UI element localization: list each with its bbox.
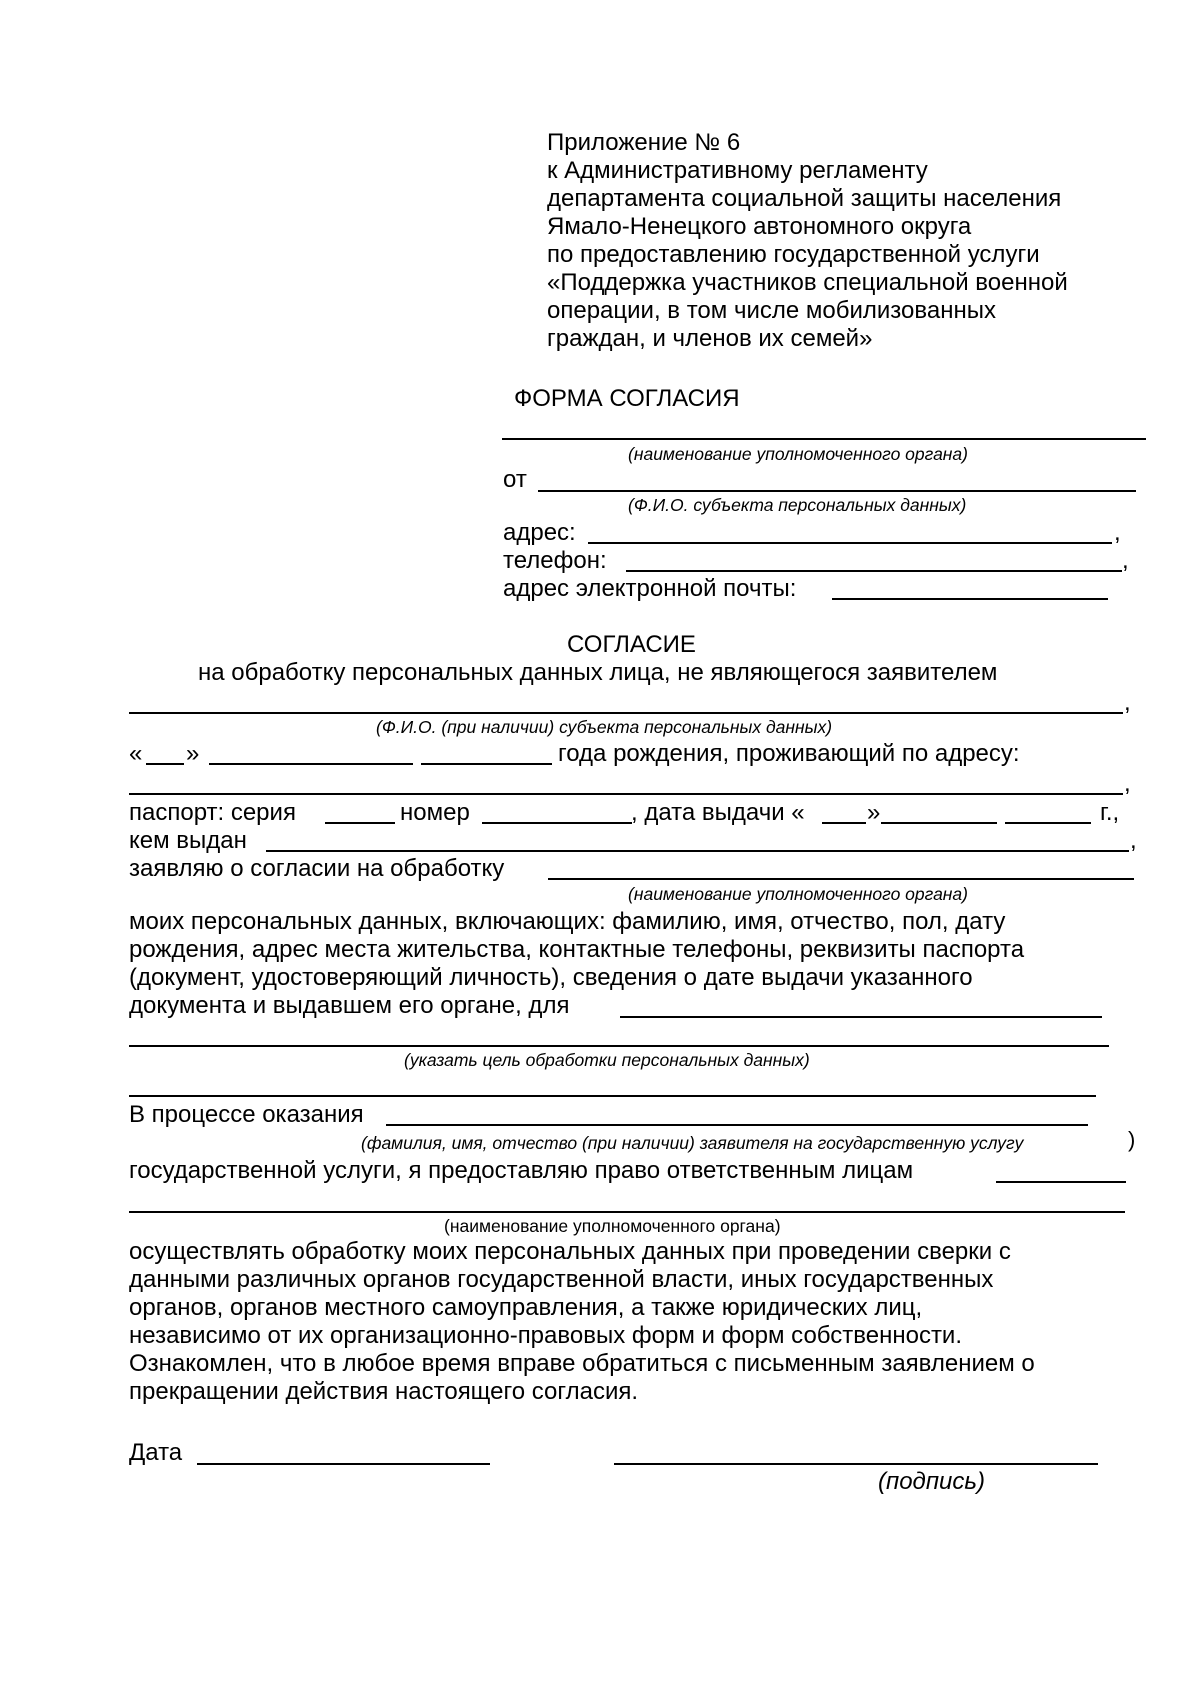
year-suffix: г., — [1100, 799, 1120, 826]
address-label: адрес: — [503, 519, 576, 546]
signature-line[interactable] — [614, 1463, 1098, 1465]
subject-fio-line[interactable] — [129, 712, 1123, 714]
issue-year-line[interactable] — [1005, 822, 1091, 824]
purpose-line-2[interactable] — [129, 1045, 1109, 1047]
phone-line[interactable] — [626, 570, 1122, 572]
phone-comma: , — [1122, 547, 1129, 574]
email-label: адрес электронной почты: — [503, 575, 797, 602]
para1-line-2: рождения, адрес места жительства, контактные телефоны, реквизиты паспорта — [129, 936, 1025, 963]
process-label: В процессе оказания — [129, 1101, 364, 1128]
para2-line-5: Ознакомлен, что в любое время вправе обратиться с письменным заявлением о — [129, 1350, 1035, 1377]
birth-month-line[interactable] — [209, 763, 413, 765]
birth-quote-open: « — [129, 740, 143, 767]
form-title: ФОРМА СОГЛАСИЯ — [514, 385, 740, 412]
date-label: Дата — [129, 1439, 183, 1466]
email-line[interactable] — [832, 598, 1108, 600]
residence-line[interactable] — [129, 793, 1123, 795]
fio-caption: (Ф.И.О. субъекта персональных данных) — [628, 495, 967, 515]
subject-fio-caption: (Ф.И.О. (при наличии) субъекта персональных данных) — [376, 717, 833, 737]
address-line[interactable] — [588, 542, 1112, 544]
phone-label: телефон: — [503, 547, 607, 574]
header-line-7: операции, в том числе мобилизованных — [547, 297, 996, 324]
consent-title: СОГЛАСИЕ — [567, 631, 696, 658]
header-line-8: граждан, и членов их семей» — [547, 325, 873, 352]
purpose-caption: (указать цель обработки персональных данных) — [404, 1050, 810, 1070]
para2-line-2: данными различных органов государственной власти, иных государственных — [129, 1266, 994, 1293]
header-line-1: Приложение № 6 — [547, 129, 741, 156]
passport-series-line[interactable] — [325, 822, 395, 824]
org-name-line[interactable] — [502, 438, 1146, 440]
issue-date-label: , дата выдачи « — [631, 799, 805, 826]
from-fio-line[interactable] — [538, 490, 1136, 492]
purpose-line-1[interactable] — [620, 1016, 1102, 1018]
issued-by-label: кем выдан — [129, 827, 247, 854]
consent-subtitle: на обработку персональных данных лица, не являющегося заявителем — [198, 659, 998, 686]
address-comma: , — [1114, 519, 1121, 546]
declare-label: заявляю о согласии на обработку — [129, 855, 505, 882]
passport-series-label: паспорт: серия — [129, 799, 296, 826]
birth-text: года рождения, проживающий по адресу: — [558, 740, 1020, 767]
responsible-org-caption: (наименование уполномоченного органа) — [444, 1216, 781, 1236]
header-line-6: «Поддержка участников специальной военной — [547, 269, 1068, 296]
subject-fio-comma: , — [1124, 689, 1131, 716]
signature-caption: (подпись) — [878, 1468, 985, 1495]
para2-line-6: прекращении действия настоящего согласия. — [129, 1378, 639, 1405]
declare-org-caption: (наименование уполномоченного органа) — [628, 884, 968, 904]
birth-year-line[interactable] — [421, 763, 552, 765]
issued-by-comma: , — [1130, 827, 1137, 854]
from-label: от — [503, 466, 527, 493]
passport-number-line[interactable] — [482, 822, 632, 824]
purpose-line-3[interactable] — [129, 1095, 1096, 1097]
issue-month-line[interactable] — [881, 822, 997, 824]
issue-quote-close: » — [867, 799, 881, 826]
passport-number-label: номер — [400, 799, 470, 826]
residence-comma: , — [1124, 770, 1131, 797]
para2-line-3: органов, органов местного самоуправления, а также юридических лиц, — [129, 1294, 923, 1321]
para1-line-3: (документ, удостоверяющий личность), сведения о дате выдачи указанного — [129, 964, 973, 991]
responsible-line-1[interactable] — [996, 1181, 1126, 1183]
org-name-caption: (наименование уполномоченного органа) — [628, 444, 968, 464]
para1-line-4: документа и выдавшем его органе, для — [129, 992, 570, 1019]
service-text: государственной услуги, я предоставляю право ответственным лицам — [129, 1157, 914, 1184]
header-line-2: к Административному регламенту — [547, 157, 928, 184]
header-line-3: департамента социальной защиты населения — [547, 185, 1062, 212]
issue-day-line[interactable] — [822, 822, 866, 824]
applicant-caption: (фамилия, имя, отчество (при наличии) заявителя на государственную услугу — [361, 1133, 1024, 1153]
birth-quote-close: » — [186, 740, 200, 767]
responsible-line-2[interactable] — [129, 1211, 1125, 1213]
date-line[interactable] — [197, 1463, 490, 1465]
para1-line-1: моих персональных данных, включающих: фамилию, имя, отчество, пол, дату — [129, 908, 1006, 935]
declare-org-line[interactable] — [548, 878, 1134, 880]
applicant-line[interactable] — [386, 1124, 1088, 1126]
applicant-paren: ) — [1128, 1127, 1136, 1152]
para2-line-4: независимо от их организационно-правовых форм и форм собственности. — [129, 1322, 963, 1349]
birth-day-line[interactable] — [146, 763, 184, 765]
header-line-4: Ямало-Ненецкого автономного округа — [547, 213, 972, 240]
issued-by-line[interactable] — [266, 850, 1129, 852]
header-line-5: по предоставлению государственной услуги — [547, 241, 1040, 268]
para2-line-1: осуществлять обработку моих персональных данных при проведении сверки с — [129, 1238, 1011, 1265]
